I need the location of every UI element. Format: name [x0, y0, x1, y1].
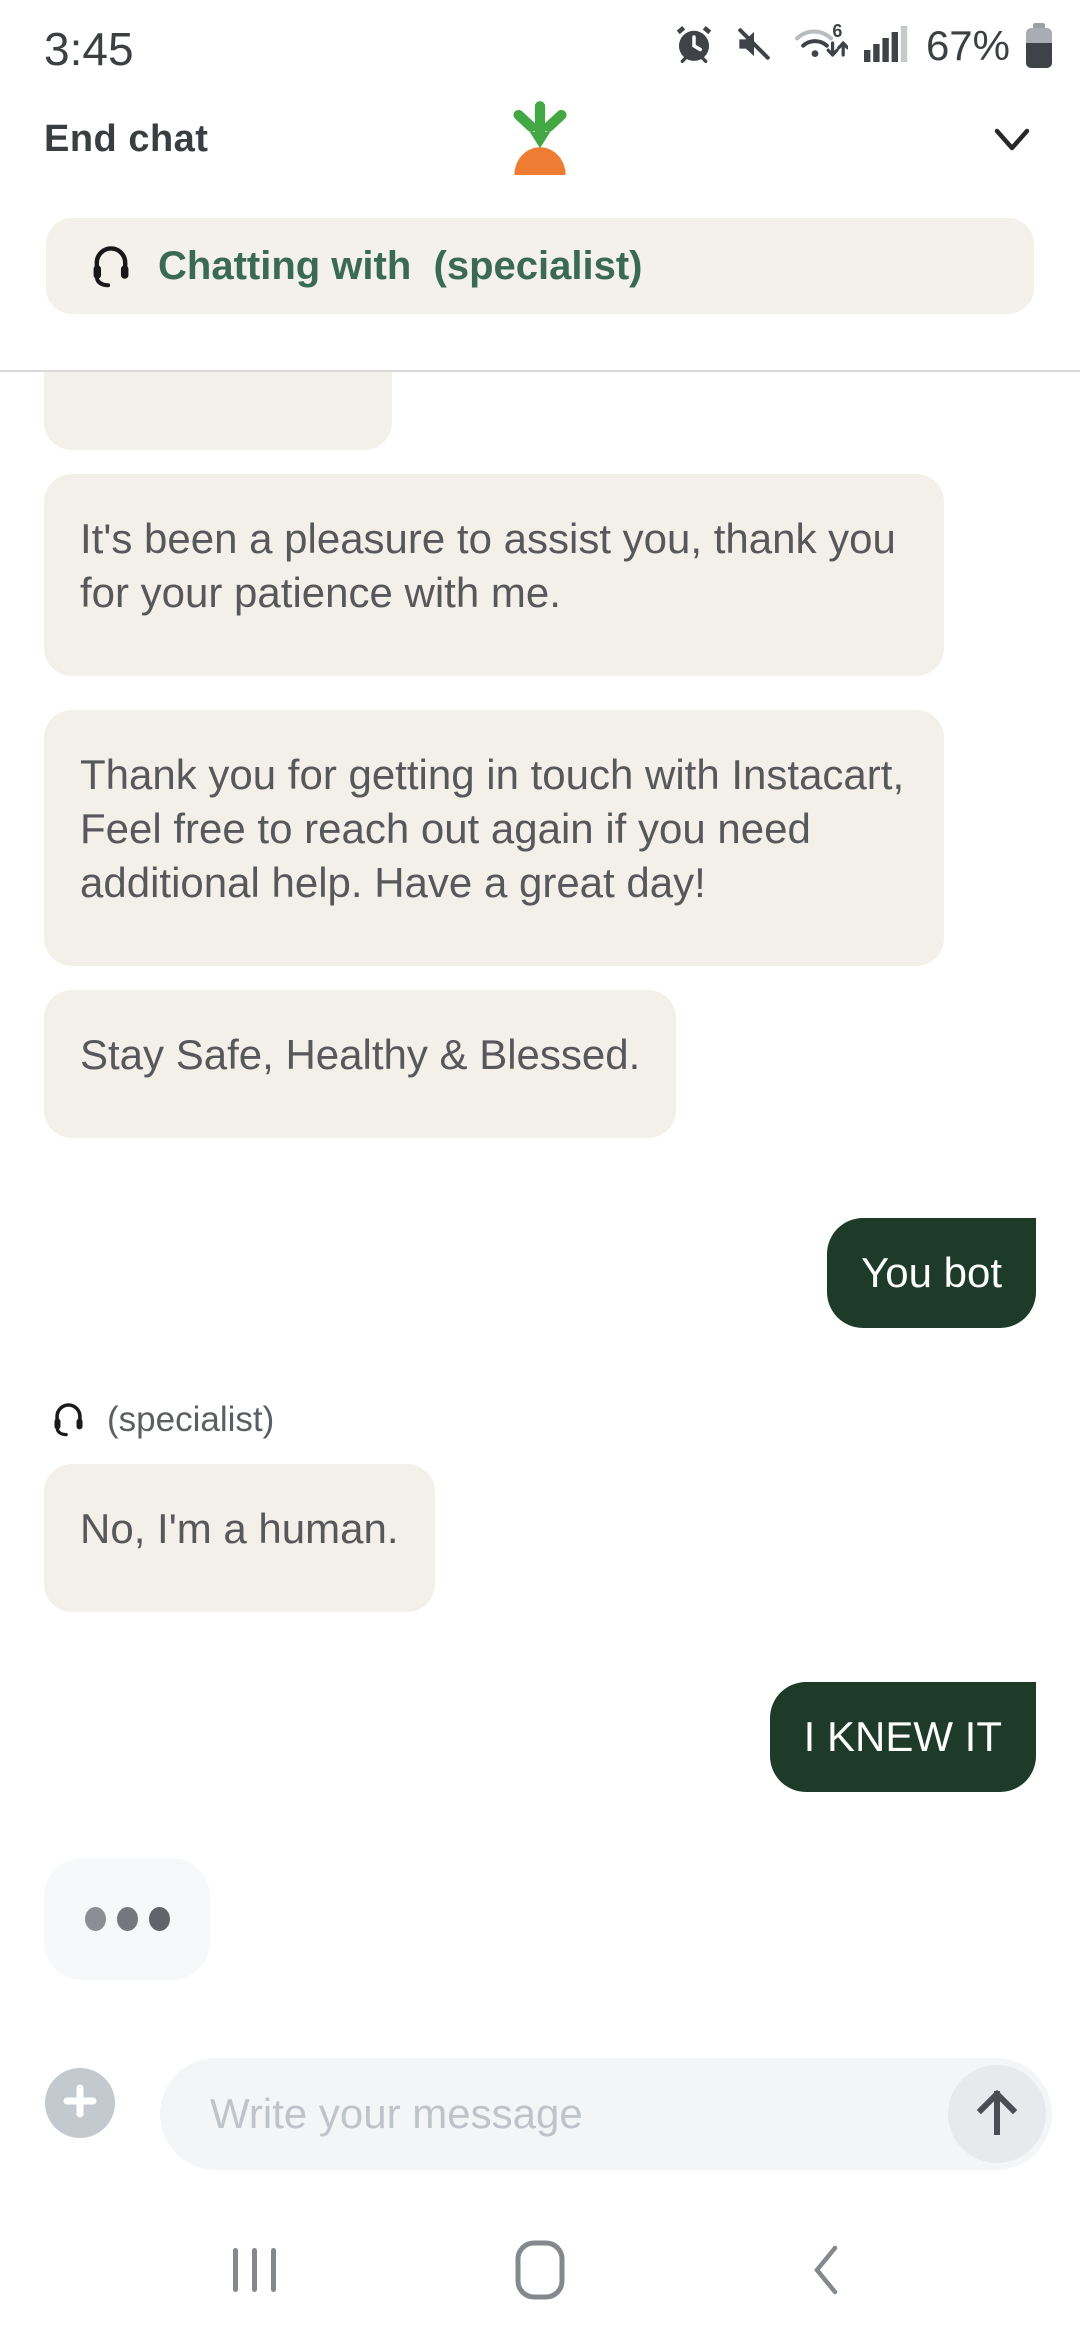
sender-row — [50, 1398, 274, 1442]
send-button[interactable] — [948, 2065, 1046, 2163]
message-bubble: Stay Safe, Healthy & Blessed. — [44, 990, 676, 1138]
composer-bar — [0, 2058, 1080, 2172]
instacart-carrot-logo — [508, 96, 572, 181]
android-nav-bar — [0, 2210, 1080, 2330]
sender-name: (specialist) — [107, 1400, 275, 1439]
alarm-icon — [672, 22, 716, 71]
status-time: 3:45 — [44, 23, 134, 75]
message-bubble-partial — [44, 372, 392, 450]
typing-dot — [149, 1907, 170, 1931]
svg-text:6: 6 — [832, 20, 843, 41]
home-icon[interactable] — [485, 2215, 595, 2325]
wifi6-icon — [792, 20, 848, 73]
outgoing-message-bubble: You bot — [827, 1218, 1036, 1328]
message-input[interactable] — [210, 2058, 850, 2170]
chatting-with-banner — [46, 218, 1034, 314]
message-bubble: It's been a pleasure to assist you, thank you for your patience with me. — [44, 474, 944, 676]
end-chat-button[interactable]: End chat — [44, 118, 209, 160]
battery-percentage: 67% — [925, 22, 1010, 69]
banner-label: Chatting with (specialist) — [158, 243, 643, 288]
back-icon[interactable] — [770, 2215, 880, 2325]
message-input-pill — [160, 2058, 1052, 2170]
chevron-down-icon[interactable] — [990, 124, 1034, 163]
typing-dot — [117, 1907, 138, 1931]
battery-icon — [1026, 23, 1052, 69]
typing-dot — [85, 1907, 106, 1931]
headset-icon — [88, 240, 134, 293]
plus-icon — [60, 2081, 100, 2126]
status-bar — [0, 0, 1080, 92]
message-bubble: No, I'm a human. — [44, 1464, 435, 1612]
status-icons — [672, 18, 1052, 74]
outgoing-message-bubble: I KNEW IT — [770, 1682, 1036, 1792]
message-list — [0, 372, 1080, 1980]
recents-icon[interactable] — [200, 2215, 310, 2325]
mute-icon — [732, 22, 776, 71]
chat-header — [0, 92, 1080, 214]
arrow-up-icon — [971, 2084, 1023, 2145]
typing-indicator — [44, 1858, 210, 1980]
signal-icon — [864, 22, 910, 71]
attach-button[interactable] — [45, 2068, 115, 2138]
headset-icon — [50, 1398, 87, 1442]
message-bubble: Thank you for getting in touch with Instacart, Feel free to reach out again if you need additional help. Have a great day! — [44, 710, 944, 966]
